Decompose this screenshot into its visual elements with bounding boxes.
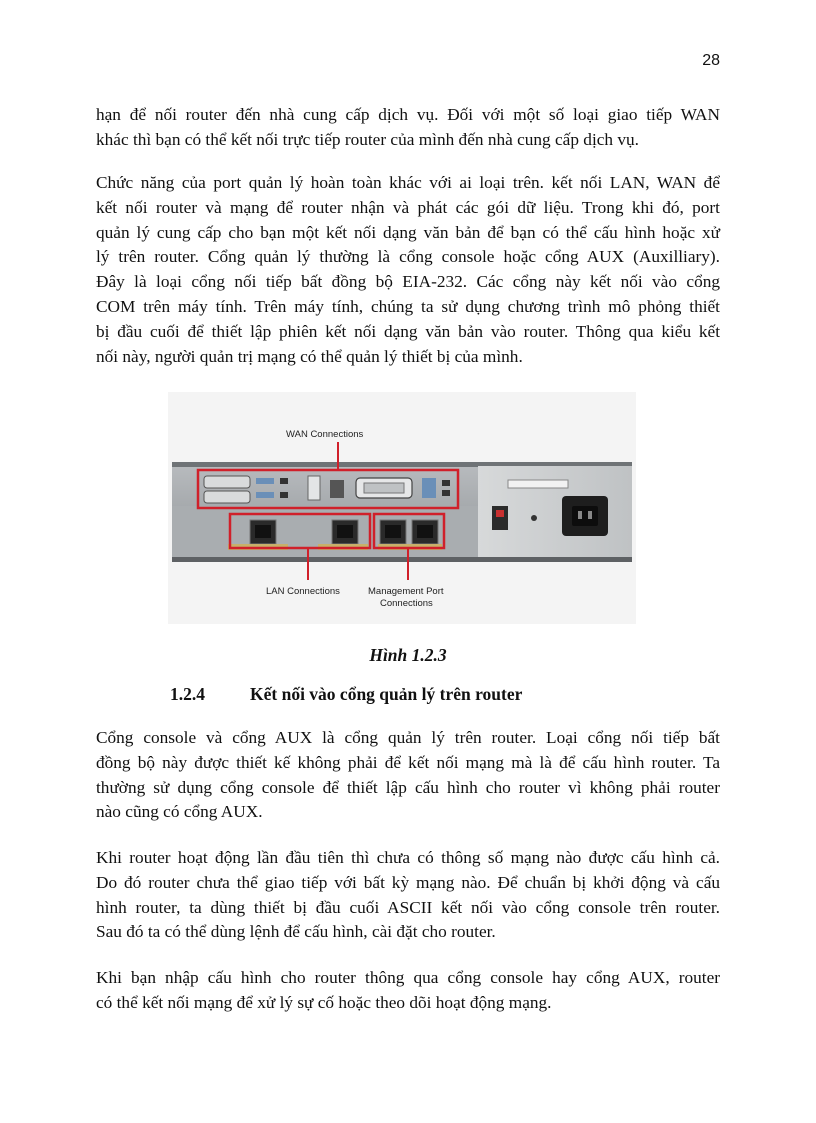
text-line: Do đó router chưa thể giao tiếp với bất kỳ mạng nào. Để chuẩn bị khởi động và cấu: [96, 872, 720, 892]
text-line: khác thì bạn có thể kết nối trực tiếp router của mình đến nhà cung cấp dịch vụ.: [96, 129, 639, 149]
text-line: có thể kết nối mạng để xử lý sự cố hoặc theo dõi hoạt động mạng.: [96, 992, 552, 1012]
section-number: 1.2.4: [170, 684, 205, 704]
paragraph-configuration: [96, 966, 720, 1016]
text-line: bị đầu cuối để thiết lập phiên kết nối dạng văn bản vào router. Thông qua kiểu kết: [96, 321, 720, 341]
section-title: Kết nối vào cổng quản lý trên router: [250, 684, 523, 704]
text-line: Khi bạn nhập cấu hình cho router thông qua cổng console hay cổng AUX, router: [96, 968, 720, 987]
label-management-connections: Connections: [380, 598, 433, 609]
text-line: thường sử dụng cổng console để thiết lập cấu hình cho router vì không phải router: [96, 777, 720, 797]
paragraph-management-port: [96, 171, 720, 369]
label-lan-connections: LAN Connections: [266, 586, 340, 597]
text-line: hạn để nối router đến nhà cung cấp dịch vụ. Đối với một số loại giao tiếp WAN: [96, 105, 720, 124]
paragraph-wan-provider: [96, 103, 720, 153]
text-line: Đây là loại cổng nối tiếp bất đồng bộ EIA-232. Các cổng này kết nối vào cổng: [96, 272, 720, 292]
text-line: lý trên router. Cổng quản lý thường là cổng console hoặc cổng AUX (Auxilliary).: [96, 247, 720, 267]
text-line: quản lý cung cấp cho bạn một kết nối dạng văn bản để bạn có thể cấu hình hoặc xử: [96, 222, 720, 242]
router-illustration: [168, 392, 636, 624]
label-management-port: Management Port: [368, 586, 444, 597]
text-line: Chức năng của port quản lý hoàn toàn khác với ai loại trên. kết nối LAN, WAN để: [96, 173, 720, 192]
paragraph-first-boot: [96, 846, 720, 945]
router-rear-panel-figure: [168, 392, 636, 624]
text-line: Sau đó ta có thể dùng lệnh để cấu hình, cài đặt cho router.: [96, 922, 496, 942]
paragraph-console-aux: [96, 726, 720, 825]
page-number: 28: [702, 52, 720, 69]
label-wan-connections: WAN Connections: [286, 429, 364, 440]
section-heading: [170, 684, 522, 705]
text-line: Cổng console và cổng AUX là cổng quản lý trên router. Loại cổng nối tiếp bất: [96, 728, 720, 747]
text-line: Khi router hoạt động lần đầu tiên thì chưa có thông số mạng nào được cấu hình cả.: [96, 848, 720, 867]
text-line: nối này, người quản trị mạng có thể quản lý thiết bị của mình.: [96, 346, 523, 366]
text-line: kết nối router và mạng để router nhận và phát các gói dữ liệu. Trong khi đó, port: [96, 197, 720, 217]
text-line: nào cũng có cổng AUX.: [96, 802, 263, 822]
figure-caption: Hình 1.2.3: [369, 645, 447, 665]
text-line: hình router, ta dùng thiết bị đầu cuối ASCII kết nối vào cổng console trên router.: [96, 897, 720, 917]
text-line: đồng bộ này được thiết kế không phải để kết nối mạng mà là để cấu hình router. Ta: [96, 752, 720, 772]
text-line: COM trên máy tính. Trên máy tính, chúng ta sử dụng chương trình mô phỏng thiết: [96, 296, 720, 316]
